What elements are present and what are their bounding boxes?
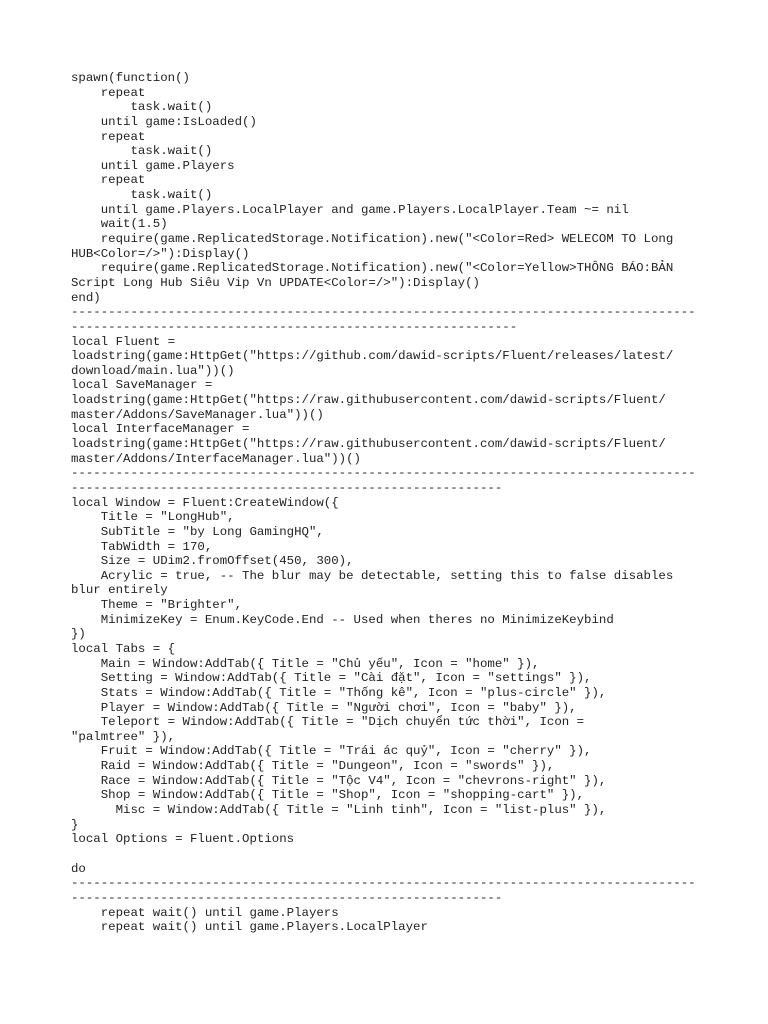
code-line: do	[71, 861, 86, 876]
code-line: })	[71, 627, 86, 642]
code-line: repeat	[71, 85, 146, 100]
code-line: ------------------------------------------------------------------------------------	[71, 305, 696, 320]
code-line: ------------------------------------------------------------------------------------	[71, 466, 696, 481]
code-line: blur entirely	[71, 583, 168, 598]
code-line: wait(1.5)	[71, 217, 168, 232]
code-line: download/main.lua"))()	[71, 363, 235, 378]
code-line: repeat wait() until game.Players	[71, 905, 339, 920]
code-line: require(game.ReplicatedStorage.Notification).new("<Color=Yellow>THÔNG BÁO:BẢN	[71, 261, 674, 276]
code-line: Shop = Window:AddTab({ Title = "Shop", Icon = "shopping-cart" }),	[71, 788, 585, 803]
code-line: loadstring(game:HttpGet("https://raw.githubusercontent.com/dawid-scripts/Fluent/	[71, 393, 666, 408]
code-line: Race = Window:AddTab({ Title = "Tộc V4", Icon = "chevrons-right" }),	[71, 773, 607, 788]
code-line: task.wait()	[71, 144, 213, 159]
code-line: local SaveManager =	[71, 378, 213, 393]
code-line: Title = "LongHub",	[71, 510, 235, 525]
code-line: Script Long Hub Siêu Vip Vn UPDATE<Color=/>"):Display()	[71, 275, 480, 290]
code-line: repeat wait() until game.Players.LocalPlayer	[71, 920, 428, 935]
code-line: local Fluent =	[71, 334, 176, 349]
code-line: SubTitle = "by Long GamingHQ",	[71, 524, 324, 539]
code-line: repeat	[71, 129, 146, 144]
code-line: loadstring(game:HttpGet("https://github.com/dawid-scripts/Fluent/releases/latest/	[71, 349, 674, 364]
code-line: }	[71, 817, 79, 832]
code-line: end)	[71, 290, 101, 305]
code-line: until game.Players	[71, 158, 235, 173]
code-line: Main = Window:AddTab({ Title = "Chủ yếu", Icon = "home" }),	[71, 656, 540, 671]
code-line: Raid = Window:AddTab({ Title = "Dungeon", Icon = "swords" }),	[71, 759, 555, 774]
code-line: Misc = Window:AddTab({ Title = "Linh tinh", Icon = "list-plus" }),	[71, 803, 607, 818]
code-line: task.wait()	[71, 100, 213, 115]
code-block	[71, 71, 711, 935]
code-line: spawn(function()	[71, 71, 190, 85]
code-line: local InterfaceManager =	[71, 422, 250, 437]
code-line: master/Addons/SaveManager.lua"))()	[71, 407, 324, 422]
code-line: task.wait()	[71, 188, 213, 203]
code-line: ----------------------------------------------------------	[71, 890, 503, 905]
code-line: Stats = Window:AddTab({ Title = "Thống kê", Icon = "plus-circle" }),	[71, 685, 607, 700]
code-line	[71, 847, 711, 862]
code-line: local Window = Fluent:CreateWindow({	[71, 495, 339, 510]
code-line: HUB<Color=/>"):Display()	[71, 246, 250, 261]
code-line: Acrylic = true, -- The blur may be detectable, setting this to false disables	[71, 568, 674, 583]
code-line: Player = Window:AddTab({ Title = "Người chơi", Icon = "baby" }),	[71, 700, 577, 715]
code-line: require(game.ReplicatedStorage.Notification).new("<Color=Red> WELECOM TO Long	[71, 232, 674, 247]
code-line: Size = UDim2.fromOffset(450, 300),	[71, 554, 354, 569]
code-line: ----------------------------------------------------------	[71, 480, 503, 495]
code-line: until game.Players.LocalPlayer and game.Players.LocalPlayer.Team ~= nil	[71, 202, 629, 217]
code-line: ------------------------------------------------------------	[71, 319, 518, 334]
code-line: Teleport = Window:AddTab({ Title = "Dịch chuyển tức thời", Icon =	[71, 715, 585, 730]
code-line: Fruit = Window:AddTab({ Title = "Trái ác quỷ", Icon = "cherry" }),	[71, 744, 592, 759]
code-line: MinimizeKey = Enum.KeyCode.End -- Used when theres no MinimizeKeybind	[71, 612, 614, 627]
code-line: repeat	[71, 173, 146, 188]
code-line: Setting = Window:AddTab({ Title = "Cài đặt", Icon = "settings" }),	[71, 671, 592, 686]
code-line: TabWidth = 170,	[71, 539, 213, 554]
code-line: local Options = Fluent.Options	[71, 832, 295, 847]
code-line: until game:IsLoaded()	[71, 114, 257, 129]
code-line: master/Addons/InterfaceManager.lua"))()	[71, 451, 361, 466]
code-line: ------------------------------------------------------------------------------------	[71, 876, 696, 891]
code-line: "palmtree" }),	[71, 729, 176, 744]
code-line: Theme = "Brighter",	[71, 598, 243, 613]
code-line: local Tabs = {	[71, 641, 176, 656]
code-line: loadstring(game:HttpGet("https://raw.githubusercontent.com/dawid-scripts/Fluent/	[71, 437, 666, 452]
